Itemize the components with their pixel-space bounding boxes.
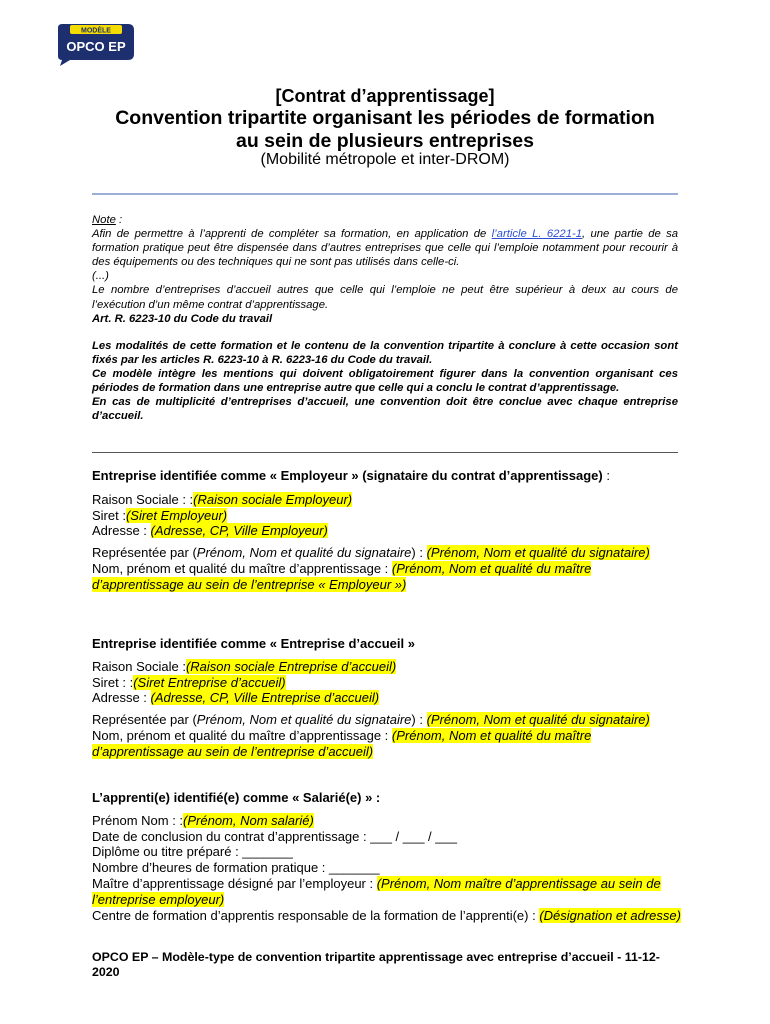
note-label: Note [92, 214, 116, 226]
note-paragraph-2: Le nombre d’entreprises d’accueil autres que celle qui l’emploie ne peut être supérieur à deux au cours de l’exécution d’un même contrat d’apprentissage. [92, 284, 678, 311]
host-maitre-label: Nom, prénom et qualité du maître d’apprentissage : [92, 727, 392, 743]
info-paragraph-2: Ce modèle intègre les mentions qui doivent obligatoirement figurer dans la convention organisant ces périodes de formation dans une entreprise autre que celle qui a conclu le contrat d’apprentissage. [92, 367, 678, 394]
subtitle: (Mobilité métropole et inter-DROM) [260, 151, 510, 168]
apprentice-maitre-label: Maître d’apprentissage désigné par l’employeur : [92, 875, 377, 891]
diplome-line[interactable]: Diplôme ou titre préparé : _______ [92, 844, 293, 860]
article-link[interactable]: l’article L. 6221-1 [491, 228, 583, 241]
host-siret-field[interactable]: (Siret Entreprise d’accueil) [133, 674, 286, 690]
note-label-suffix: : [115, 214, 123, 226]
employer-heading: Entreprise identifiée comme « Employeur » (signataire du contrat d’apprentissage) [92, 468, 603, 483]
logo-main-text: OPCO EP [66, 39, 126, 54]
main-title-line1: Convention tripartite organisant les périodes de formation [115, 107, 655, 129]
info-paragraph-1: Les modalités de cette formation et le contenu de la convention tripartite à conclure à cette occasion sont fixés par les articles R. 6223-10 à R. 6223-16 du Code du travail. [92, 340, 678, 366]
employer-adresse-label: Adresse : [92, 523, 151, 539]
note-paragraph-1 [92, 227, 678, 269]
black-divider [92, 452, 678, 453]
employer-rep-label-end: ) : [411, 545, 427, 561]
note-p1-text-after: , une partie de sa formation pratique peut être dispensée dans d’autres entreprises que celle qui l’emploie notamment pour recourir à des équipements ou des techniques qui ne sont pas utilisés dans celle-ci. [92, 228, 678, 269]
host-siret-label: Siret : : [92, 674, 134, 690]
note-ellipsis: (...) [92, 270, 109, 283]
employer-adresse-field[interactable]: (Adresse, CP, Ville Employeur) [150, 523, 328, 539]
logo-top-text: MODÈLE [81, 27, 111, 35]
host-raison-label: Raison Sociale : [92, 658, 186, 674]
host-section [92, 636, 682, 760]
blue-divider [92, 193, 678, 195]
info-paragraph-3: En cas de multiplicité d’entreprises d’accueil, une convention doit être conclue avec chaque entreprise d’accueil. [92, 395, 678, 422]
host-rep-field[interactable]: (Prénom, Nom et qualité du signataire) [426, 712, 650, 728]
employer-raison-label: Raison Sociale : : [92, 491, 194, 507]
host-raison-field[interactable]: (Raison sociale Entreprise d’accueil) [185, 658, 397, 674]
apprentice-name-field[interactable]: (Prénom, Nom salarié) [183, 812, 314, 828]
apprentice-heading: L’apprenti(e) identifié(e) comme « Salarié(e) » : [92, 790, 381, 805]
note-p1-text: Afin de permettre à l’apprenti de compléter sa formation, en application de [92, 228, 492, 241]
opco-ep-logo [54, 22, 136, 66]
contract-date-line[interactable]: Date de conclusion du contrat d’apprentissage : ___ / ___ / ___ [92, 828, 457, 844]
host-adresse-field[interactable]: (Adresse, CP, Ville Entreprise d’accueil) [150, 690, 380, 706]
employer-rep-label-italic: Prénom, Nom et qualité du signataire [196, 545, 412, 561]
host-adresse-label: Adresse : [92, 690, 151, 706]
employer-maitre-field[interactable]: (Prénom, Nom et qualité du maître d’apprentissage au sein de l’entreprise « Employeur ») [92, 560, 592, 592]
employer-rep-field[interactable]: (Prénom, Nom et qualité du signataire) [426, 545, 650, 561]
note-block [92, 213, 678, 326]
employer-rep-label: Représentée par ( [92, 545, 197, 561]
employer-maitre-label: Nom, prénom et qualité du maître d’apprentissage : [92, 560, 392, 576]
employer-heading-suffix: : [602, 468, 610, 483]
host-maitre-field[interactable]: (Prénom, Nom et qualité du maître d’apprentissage au sein de l’entreprise d’accueil) [92, 727, 592, 759]
page-footer: OPCO EP – Modèle-type de convention tripartite apprentissage avec entreprise d’accueil - 11-12-2020 [92, 950, 660, 979]
employer-raison-field[interactable]: (Raison sociale Employeur) [193, 491, 353, 507]
host-rep-label: Représentée par ( [92, 712, 197, 728]
employer-siret-label: Siret : [92, 507, 126, 523]
cfa-label: Centre de formation d’apprentis responsable de la formation de l’apprenti(e) : [92, 907, 540, 923]
cfa-field[interactable]: (Désignation et adresse) [539, 907, 681, 923]
info-block [92, 340, 678, 423]
employer-section [92, 468, 682, 593]
host-rep-label-italic: Prénom, Nom et qualité du signataire [196, 712, 412, 728]
note-reference: Art. R. 6223-10 du Code du travail [92, 312, 273, 325]
host-rep-label-end: ) : [411, 712, 427, 728]
heures-line[interactable]: Nombre d’heures de formation pratique : _______ [92, 860, 380, 876]
main-title-line2: au sein de plusieurs entreprises [235, 130, 535, 152]
apprentice-name-label: Prénom Nom : : [92, 812, 184, 828]
bracket-title: [Contrat d’apprentissage] [275, 86, 495, 106]
apprentice-section [92, 790, 682, 923]
host-heading: Entreprise identifiée comme « Entreprise d’accueil » [92, 636, 415, 651]
apprentice-maitre-field[interactable]: (Prénom, Nom maître d’apprentissage au sein de l’entreprise employeur) [92, 875, 661, 907]
main-title [60, 107, 710, 153]
employer-siret-field[interactable]: (Siret Employeur) [125, 507, 228, 523]
